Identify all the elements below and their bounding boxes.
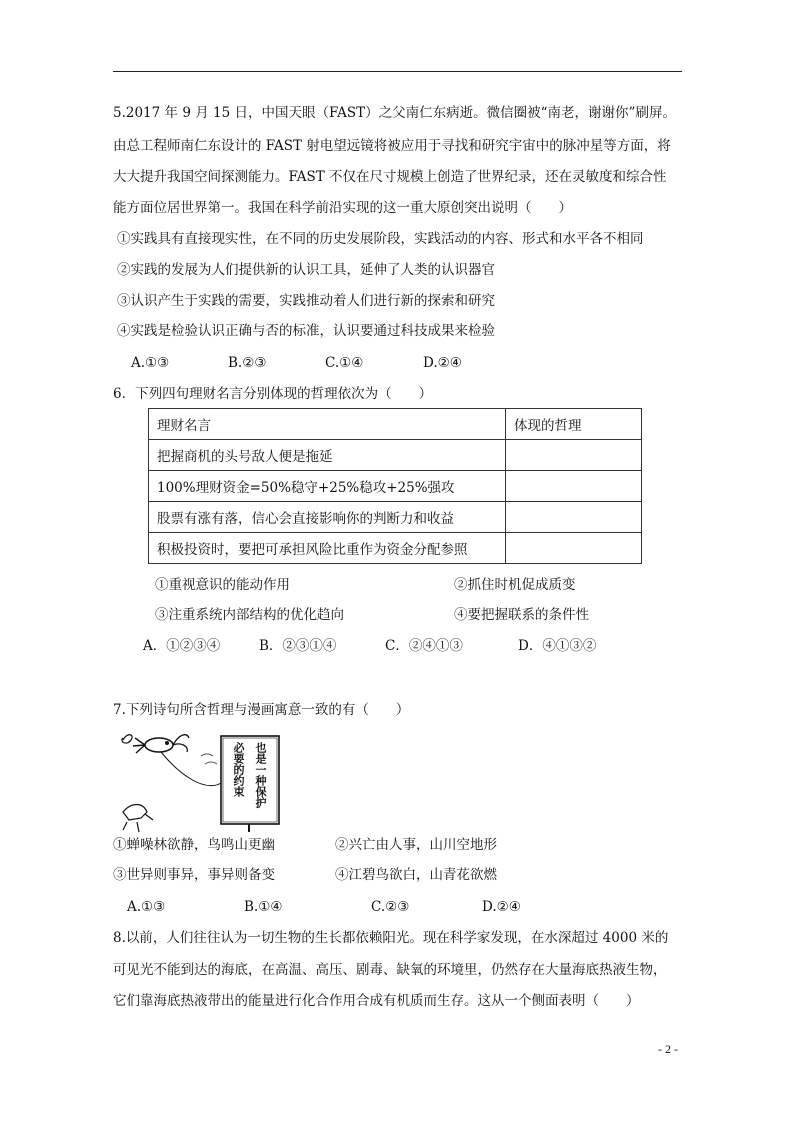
table-cell-quote: 积极投资时，要把可承担风险比重作为资金分配参照 — [149, 533, 506, 564]
q5-option-c[interactable]: C.①④ — [325, 355, 364, 371]
q5-statement-2: ②实践的发展为人们提供新的认识工具，延伸了人类的认识器官 — [117, 262, 495, 278]
table-row — [149, 440, 642, 471]
comic-sign-text-2: 必要的约束 — [232, 742, 245, 797]
q5-options — [131, 354, 462, 372]
q5-line-1: 5.2017 年 9 月 15 日，中国天眼（FAST）之父南仁东病逝。微信圈被“南老，谢谢你”刷屏。 — [113, 105, 676, 121]
q6-statement-1: ①重视意识的能动作用 — [155, 577, 290, 593]
table-cell-philosophy[interactable] — [506, 502, 642, 533]
table-cell-philosophy[interactable] — [506, 440, 642, 471]
q5-option-b[interactable]: B.②③ — [228, 355, 267, 371]
table-row — [149, 533, 642, 564]
q7-option-b[interactable]: B.①④ — [244, 899, 283, 915]
table-cell-quote: 股票有涨有落，信心会直接影响你的判断力和收益 — [149, 502, 506, 533]
table-cell-philosophy[interactable] — [506, 533, 642, 564]
q6-options — [143, 637, 596, 655]
q7-statement-1: ①蝉噪林欲静，鸟鸣山更幽 — [113, 837, 275, 853]
q6-statement-2: ②抓住时机促成质变 — [454, 577, 576, 593]
q6-statement-4: ④要把握联系的条件性 — [454, 607, 589, 623]
finance-quotes-table — [148, 408, 642, 564]
q7-statement-4: ④江碧鸟欲白，山青花欲燃 — [335, 867, 497, 883]
kite-comic-image — [117, 728, 287, 836]
q6-option-b[interactable]: B．②③①④ — [259, 638, 337, 654]
q6-stem: 6．下列四句理财名言分别体现的哲理依次为（ ） — [113, 386, 433, 402]
q7-option-d[interactable]: D.②④ — [482, 899, 521, 915]
table-header-row — [149, 409, 642, 440]
table-row — [149, 471, 642, 502]
q5-option-a[interactable]: A.①③ — [131, 355, 170, 371]
q6-option-d[interactable]: D．④①③② — [518, 638, 597, 654]
q7-statement-2: ②兴亡由人事，山川空地形 — [335, 837, 497, 853]
q7-option-a[interactable]: A.①③ — [127, 899, 166, 915]
q5-line-2: 由总工程师南仁东设计的 FAST 射电望远镜将被应用于寻找和研究宇宙中的脉冲星等方面，将 — [113, 138, 671, 154]
q5-statement-1: ①实践具有直接现实性，在不同的历史发展阶段，实践活动的内容、形式和水平各不相同 — [117, 231, 644, 247]
table-header-philosophy: 体现的哲理 — [506, 409, 642, 440]
q5-option-d[interactable]: D.②④ — [423, 355, 462, 371]
q5-line-3: 大大提升我国空间探测能力。FAST 不仅在尺寸规模上创造了世界纪录，还在灵敏度和综合性 — [113, 169, 667, 185]
q5-line-4: 能方面位居世界第一。我国在科学前沿实现的这一重大原创突出说明（ ） — [113, 200, 572, 216]
header-rule — [113, 71, 682, 72]
table-row — [149, 502, 642, 533]
q6-option-c[interactable]: C．②④①③ — [385, 638, 463, 654]
table-cell-philosophy[interactable] — [506, 471, 642, 502]
q5-statement-4: ④实践是检验认识正确与否的标准，认识要通过科技成果来检验 — [117, 323, 495, 339]
q5-statement-3: ③认识产生于实践的需要，实践推动着人们进行新的探索和研究 — [117, 293, 495, 309]
page-number: - 2 - — [658, 1042, 678, 1056]
table-header-quote: 理财名言 — [149, 409, 506, 440]
q6-statement-3: ③注重系统内部结构的优化趋向 — [155, 607, 344, 623]
q8-line-1: 8.以前，人们往往认为一切生物的生长都依赖阳光。现在科学家发现，在水深超过 4000 米的 — [113, 930, 669, 946]
q7-options — [127, 898, 521, 916]
table-cell-quote: 100%理财资金=50%稳守+25%稳攻+25%强攻 — [149, 471, 506, 502]
q7-option-c[interactable]: C.②③ — [371, 899, 410, 915]
q7-stem: 7.下列诗句所含哲理与漫画寓意一致的有（ ） — [113, 702, 410, 718]
comic-sign-text-1: 也是一种保护 — [254, 742, 267, 808]
q6-option-a[interactable]: A．①②③④ — [143, 638, 221, 654]
q8-line-3: 它们靠海底热液带出的能量进行化合作用合成有机质而生存。这从一个侧面表明（ ） — [113, 993, 640, 1009]
q7-statement-3: ③世异则事异，事异则备变 — [113, 867, 275, 883]
q8-line-2: 可见光不能到达的海底，在高温、高压、剧毒、缺氧的环境里，仍然存在大量海底热液生物， — [113, 962, 667, 978]
table-cell-quote: 把握商机的头号敌人便是拖延 — [149, 440, 506, 471]
